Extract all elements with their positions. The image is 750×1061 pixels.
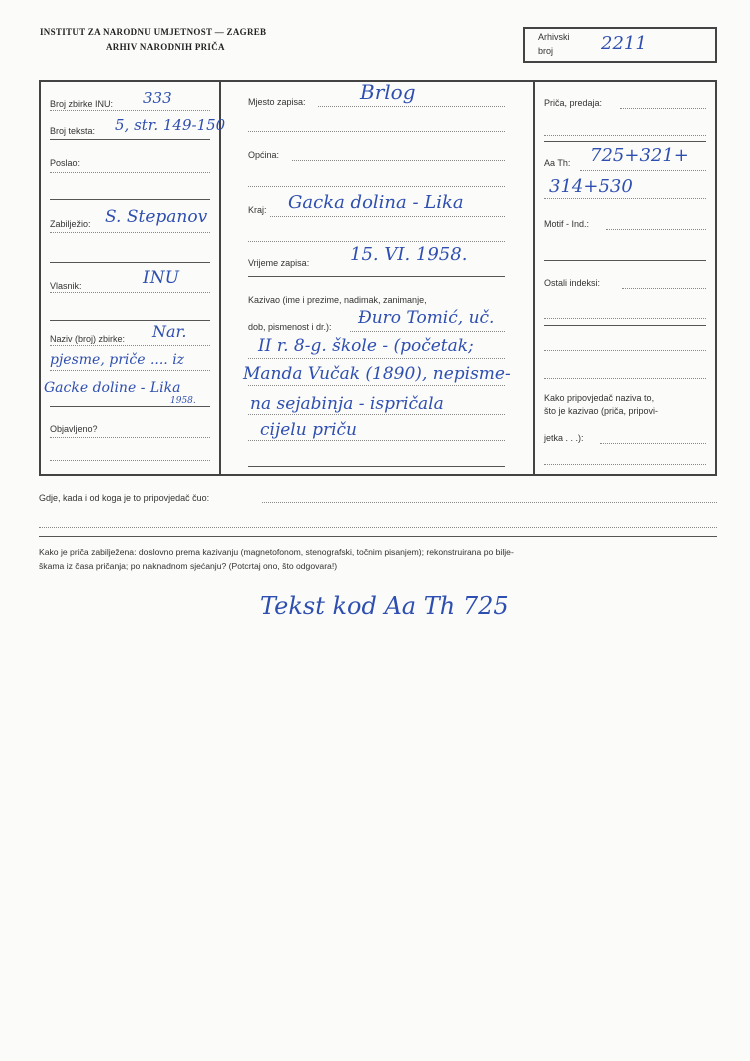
text-number-value: 5, str. 149-150 <box>115 116 226 134</box>
recorded-by-value: S. Stepanov <box>105 207 208 227</box>
archive-label-2: broj <box>538 46 554 56</box>
archive-number-box <box>523 27 717 63</box>
rule <box>262 502 717 503</box>
archive-number-value: 2211 <box>601 33 647 54</box>
other-indexes-label: Ostali indeksi: <box>544 278 601 288</box>
narrator-label-1: Kazivao (ime i prezime, nadimak, zanimanje, <box>248 295 427 305</box>
recording-method-line-1: Kako je priča zabilježena: doslovno prema kazivanju (magnetofonom, stenografski, točnim pisanjem); rekonstruirana po bilje- <box>39 547 514 557</box>
narrator-line-5: cijelu priču <box>260 420 357 440</box>
published-label: Objavljeno? <box>50 424 98 434</box>
rule <box>606 229 706 230</box>
rule <box>50 345 210 346</box>
rule <box>50 406 210 407</box>
rule <box>544 325 706 326</box>
rule <box>544 198 706 199</box>
rule <box>50 232 210 233</box>
aath-value-line-2: 314+530 <box>549 176 633 197</box>
rule <box>544 464 706 465</box>
narrator-line-1: Đuro Tomić, uč. <box>358 308 495 328</box>
aath-value-line-1: 725+321+ <box>590 145 689 166</box>
rule <box>50 262 210 263</box>
rule <box>350 331 505 332</box>
narrator-naming-label-1: Kako pripovjedač naziva to, <box>544 393 655 403</box>
rule <box>39 536 717 537</box>
rule <box>50 172 210 173</box>
rule <box>248 241 505 242</box>
place-label: Mjesto zapisa: <box>248 97 306 107</box>
date-value: 15. VI. 1958. <box>350 244 468 265</box>
rule <box>248 276 505 277</box>
recorded-by-label: Zabilježio: <box>50 219 91 229</box>
rule <box>544 350 706 351</box>
rule <box>50 370 210 371</box>
rule <box>248 385 505 386</box>
rule <box>544 135 706 136</box>
narrator-label-2: dob, pismenost i dr.): <box>248 322 332 332</box>
rule <box>50 460 210 461</box>
archive-label-1: Arhivski <box>538 32 570 42</box>
rule <box>248 440 505 441</box>
rule <box>270 216 505 217</box>
region-label: Kraj: <box>248 205 267 215</box>
story-label: Priča, predaja: <box>544 98 603 108</box>
rule <box>544 141 706 142</box>
region-value: Gacka dolina - Lika <box>288 192 464 213</box>
column-divider-1 <box>219 80 221 476</box>
collection-number-label: Broj zbirke INU: <box>50 99 114 109</box>
municipality-label: Općina: <box>248 150 280 160</box>
recording-method-line-2: škama iz časa pričanja; po naknadnom sjećanju? (Potcrtaj ono, što odgovara!) <box>39 561 338 571</box>
rule <box>50 199 210 200</box>
collection-name-line-2: pjesme, priče .... iz <box>50 352 185 368</box>
text-number-label: Broj teksta: <box>50 126 96 136</box>
place-value: Brlog <box>360 80 416 104</box>
rule <box>248 414 505 415</box>
narrator-line-3: Manda Vučak (1890), nepisme- <box>243 364 511 384</box>
owner-label: Vlasnik: <box>50 281 82 291</box>
institute-title: INSTITUT ZA NARODNU UMJETNOST — ZAGREB <box>40 27 267 37</box>
rule <box>544 260 706 261</box>
rule <box>544 318 706 319</box>
collection-name-line-1: Nar. <box>152 322 187 341</box>
rule <box>50 110 210 111</box>
aath-label: Aa Th: <box>544 158 571 168</box>
rule <box>50 139 210 140</box>
sent-by-label: Poslao: <box>50 158 81 168</box>
where-heard-label: Gdje, kada i od koga je to pripovjedač čuo: <box>39 493 210 503</box>
handwritten-note: Tekst kod Aa Th 725 <box>260 592 509 620</box>
rule <box>248 466 505 467</box>
rule <box>50 292 210 293</box>
rule <box>39 527 717 528</box>
owner-value: INU <box>143 268 179 288</box>
column-divider-2 <box>533 80 535 476</box>
rule <box>248 131 505 132</box>
collection-name-line-4: 1958. <box>170 396 196 406</box>
rule <box>248 186 505 187</box>
narrator-naming-label-2: što je kazivao (priča, pripovi- <box>544 406 659 416</box>
collection-name-line-3: Gacke doline - Lika <box>44 380 181 396</box>
date-label: Vrijeme zapisa: <box>248 258 310 268</box>
narrator-line-2: II r. 8-g. škole - (početak; <box>258 336 474 356</box>
archive-title: ARHIV NARODNIH PRIČA <box>106 42 225 52</box>
rule <box>318 106 505 107</box>
rule <box>248 358 505 359</box>
collection-number-value: 333 <box>143 89 172 107</box>
rule <box>620 108 706 109</box>
motif-label: Motif - Ind.: <box>544 219 590 229</box>
narrator-naming-label-3: jetka . . .): <box>544 433 584 443</box>
rule <box>580 170 706 171</box>
rule <box>50 437 210 438</box>
rule <box>600 443 706 444</box>
rule <box>50 320 210 321</box>
rule <box>622 288 706 289</box>
collection-name-label: Naziv (broj) zbirke: <box>50 334 126 344</box>
rule <box>544 378 706 379</box>
narrator-line-4: na sejabinja - ispričala <box>250 394 444 414</box>
rule <box>292 160 505 161</box>
